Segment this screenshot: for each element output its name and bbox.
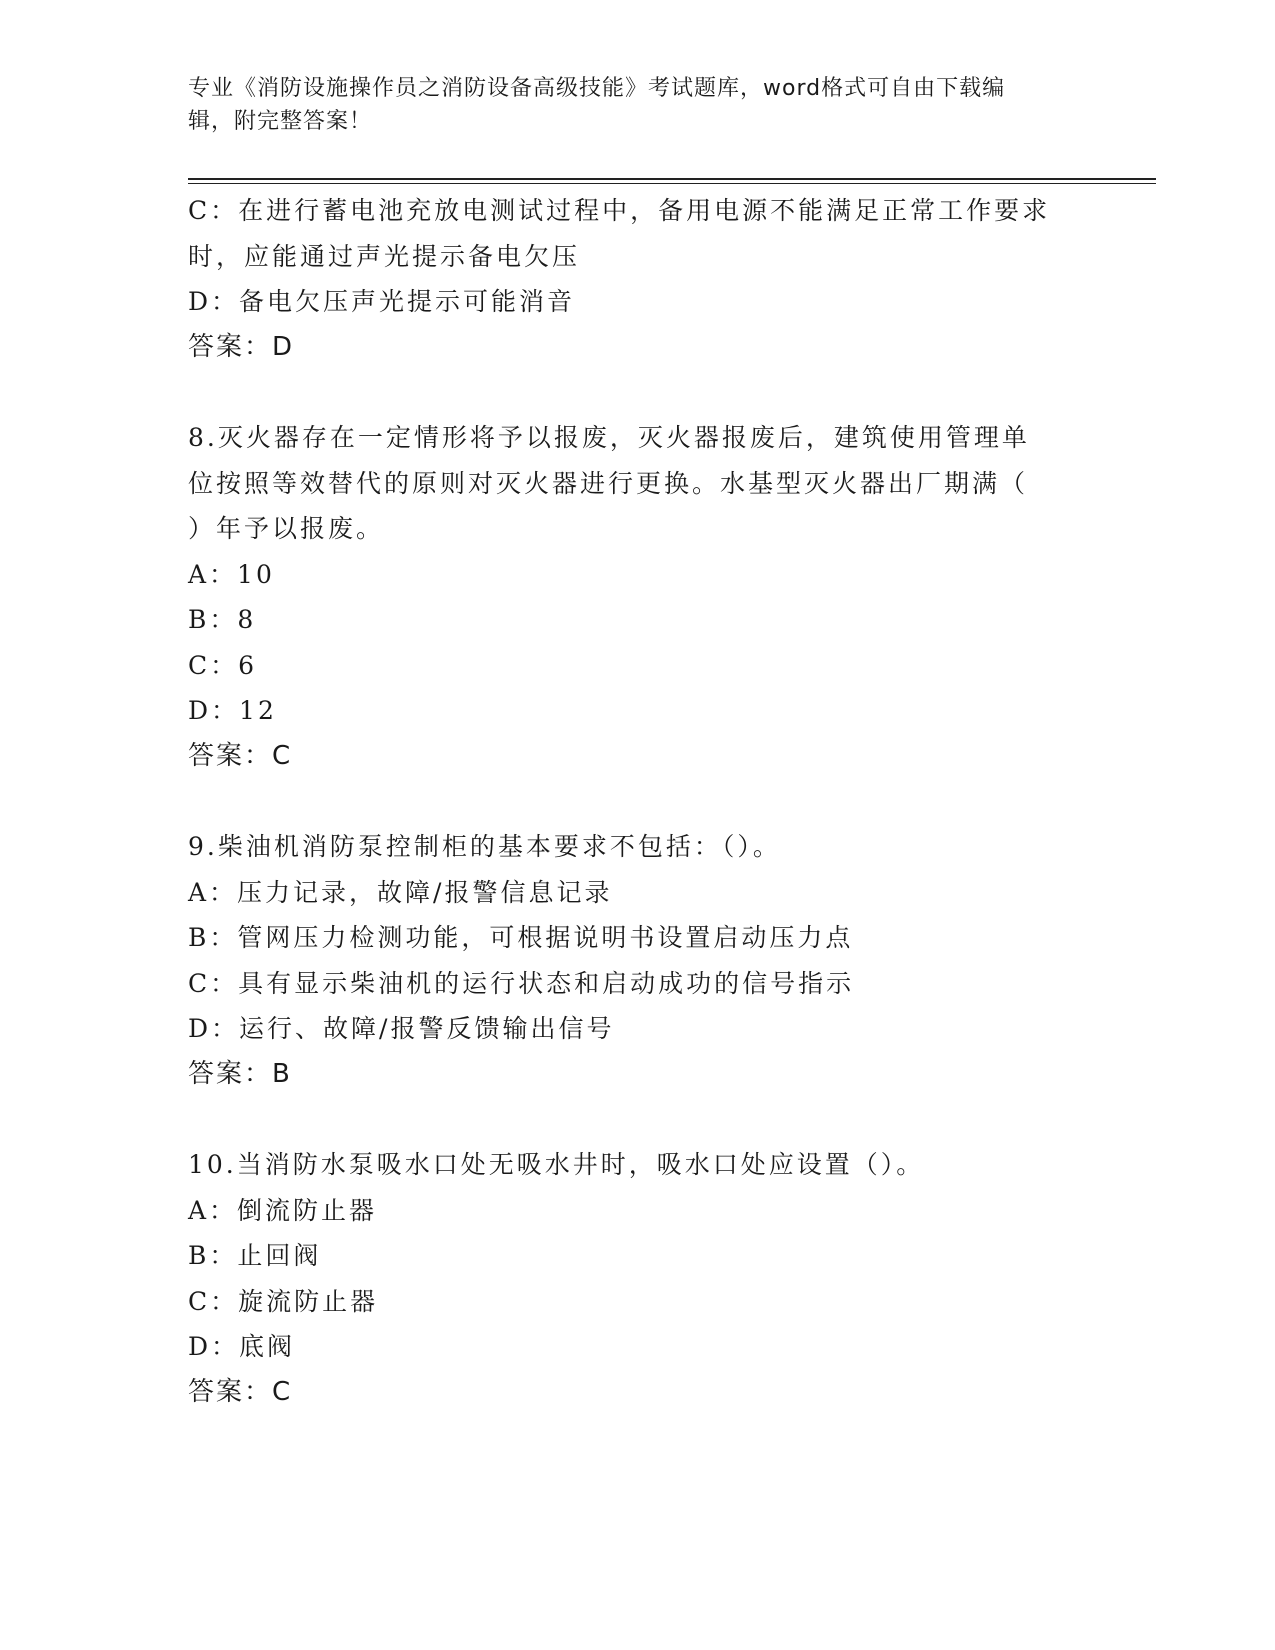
spacer bbox=[188, 370, 1088, 415]
option-c-line-1: C：在进行蓄电池充放电测试过程中，备用电源不能满足正常工作要求 bbox=[188, 196, 1051, 225]
option-a: A：压力记录，故障/报警信息记录 bbox=[188, 877, 613, 907]
header-line-1: 专业《消防设施操作员之消防设备高级技能》考试题库，word格式可自由下载编 bbox=[188, 76, 1006, 101]
header-line-2: 辑，附完整答案！ bbox=[188, 109, 373, 134]
option-c: C：具有显示柴油机的运行状态和启动成功的信号指示 bbox=[188, 968, 855, 998]
option-d: D：底阀 bbox=[188, 1332, 296, 1361]
question-content bbox=[188, 188, 1088, 1415]
page-header bbox=[188, 72, 1088, 138]
question-8-block bbox=[188, 415, 1088, 779]
question-text-line-3: ）年予以报废。 bbox=[188, 514, 385, 543]
question-10-block bbox=[188, 1142, 1088, 1415]
option-b: B：8 bbox=[188, 605, 257, 634]
question-text-line-1: 8.灭火器存在一定情形将予以报废，灭火器报废后，建筑使用管理单 bbox=[188, 423, 1030, 452]
header-divider-thick bbox=[188, 178, 1156, 180]
question-text-line-2: 位按照等效替代的原则对灭火器进行更换。水基型灭火器出厂期满（ bbox=[188, 468, 1029, 498]
option-d: D：运行、故障/报警反馈输出信号 bbox=[188, 1014, 615, 1043]
option-d: D：备电欠压声光提示可能消音 bbox=[188, 287, 576, 316]
question-text: 10.当消防水泵吸水口处无吸水井时，吸水口处应设置（）。 bbox=[188, 1150, 925, 1179]
answer-line: 答案：D bbox=[188, 331, 295, 362]
answer-line: 答案：C bbox=[188, 740, 293, 771]
option-b: B：止回阀 bbox=[188, 1241, 322, 1270]
header-divider-thin bbox=[188, 183, 1156, 184]
question-9-block bbox=[188, 824, 1088, 1097]
option-c: C：6 bbox=[188, 650, 258, 680]
spacer bbox=[188, 779, 1088, 824]
option-b: B：管网压力检测功能，可根据说明书设置启动压力点 bbox=[188, 923, 854, 952]
spacer bbox=[188, 1097, 1088, 1142]
option-d: D：12 bbox=[188, 696, 277, 725]
option-a: A：倒流防止器 bbox=[188, 1195, 378, 1225]
question-text: 9.柴油机消防泵控制柜的基本要求不包括：（）。 bbox=[188, 832, 781, 861]
option-c: C：旋流防止器 bbox=[188, 1286, 379, 1316]
option-a: A：10 bbox=[188, 559, 275, 589]
answer-line: 答案：C bbox=[188, 1376, 293, 1407]
previous-question-block bbox=[188, 188, 1088, 370]
answer-line: 答案：B bbox=[188, 1058, 292, 1089]
option-c-line-2: 时，应能通过声光提示备电欠压 bbox=[188, 241, 581, 271]
